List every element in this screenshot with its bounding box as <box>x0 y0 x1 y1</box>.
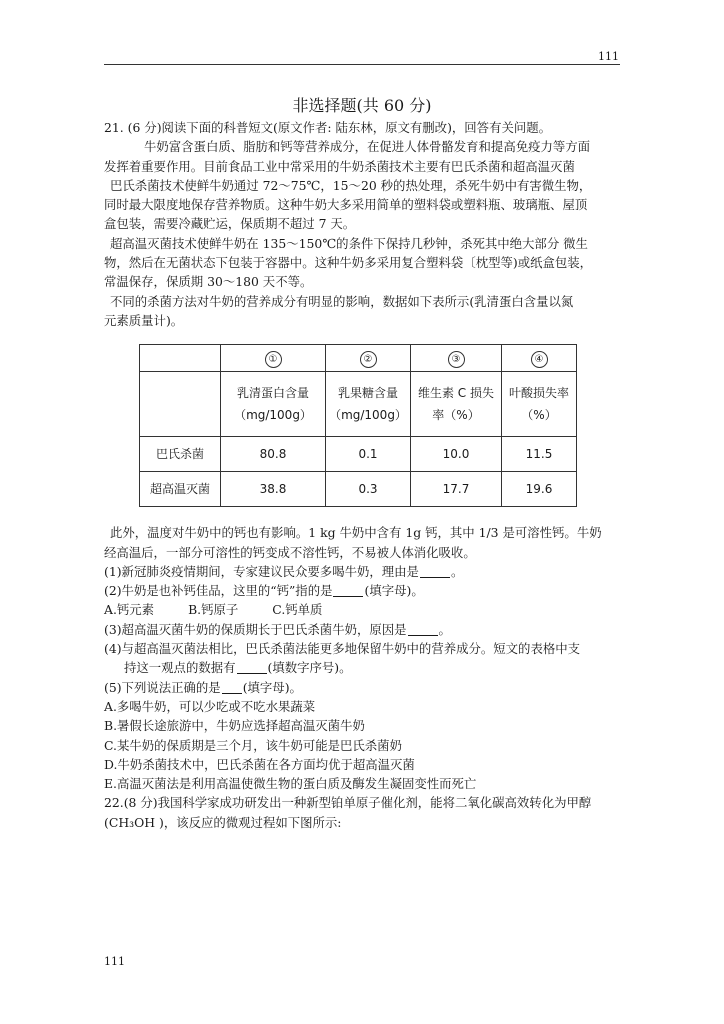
col-number-2: ② <box>360 351 377 368</box>
option-b: B.钙原子 <box>188 602 239 618</box>
row-label-uht: 超高温灭菌 <box>140 472 221 507</box>
table-cell: 80.8 <box>221 437 326 472</box>
q22-line: 22.(8 分)我国科学家成功研发出一种新型铂单原子催化剂，能将二氧化碳高效转化为甲醇 <box>104 795 592 811</box>
sub-question-4-cont: 持这一观点的数据有 (填数字序号)。 <box>124 660 352 676</box>
answer-blank[interactable] <box>333 584 363 597</box>
col-number-1: ① <box>265 351 282 368</box>
answer-blank[interactable] <box>408 623 438 636</box>
table-cell: 19.6 <box>502 472 577 507</box>
q21-intro: 21. (6 分)阅读下面的科普短文(原文作者: 陆东林，原文有删改)，回答有关问题。 <box>104 120 552 135</box>
table-row <box>140 437 577 472</box>
sub-question-5-option: B.暑假长途旅游中，牛奶应选择超高温灭菌牛奶 <box>104 718 365 734</box>
q21-para3-line: 超高温灭菌技术使鲜牛奶在 135～150℃的条件下保持几秒钟，杀死其中绝大部分 微生 <box>110 235 588 251</box>
option-a: A.钙元素 <box>104 602 155 618</box>
sub-question-1: (1)新冠肺炎疫情期间，专家建议民众要多喝牛奶，理由是 。 <box>104 563 464 579</box>
table-cell: 0.1 <box>326 437 411 472</box>
sub-question-5-option: E.高温灭菌法是利用高温使微生物的蛋白质及酶发生凝固变性而死亡 <box>104 776 477 792</box>
table-cell: 11.5 <box>502 437 577 472</box>
table-cell: 38.8 <box>221 472 326 507</box>
q21-para4-line: 不同的杀菌方法对牛奶的营养成分有明显的影响，数据如下表所示(乳清蛋白含量以氮 <box>110 293 574 309</box>
q21-para5-line: 此外，温度对牛奶中的钙也有影响。1 kg 牛奶中含有 1g 钙，其中 1/3 是可溶性钙。牛奶 <box>110 525 602 541</box>
sub-question-2-options <box>104 600 624 619</box>
sub-question-5-option: D.牛奶杀菌技术中，巴氏杀菌在各方面均优于超高温灭菌 <box>104 756 415 772</box>
nutrition-table <box>139 344 577 507</box>
header-vitamin-c-loss: 维生素 C 损失 率（%） <box>411 372 502 437</box>
header-folate-loss: 叶酸损失率 （%） <box>502 372 577 437</box>
table-corner-cell <box>140 345 221 372</box>
sub-question-5-option: C.某牛奶的保质期是三个月，该牛奶可能是巴氏杀菌奶 <box>104 737 402 753</box>
answer-blank[interactable] <box>237 661 267 674</box>
sub-question-3: (3)超高温灭菌牛奶的保质期长于巴氏杀菌牛奶，原因是 。 <box>104 621 451 637</box>
table-cell: 0.3 <box>326 472 411 507</box>
sub-question-5-option: A.多喝牛奶，可以少吃或不吃水果蔬菜 <box>104 698 316 714</box>
answer-blank[interactable] <box>222 681 242 694</box>
header-whey-protein: 乳清蛋白含量 （mg/100g） <box>221 372 326 437</box>
sub-question-5: (5)下列说法正确的是 (填字母)。 <box>104 679 302 695</box>
header-rule <box>104 64 620 65</box>
sub-question-4: (4)与超高温灭菌法相比，巴氏杀菌法能更多地保留牛奶中的营养成分。短文的表格中支 <box>104 641 581 657</box>
col-number-4: ④ <box>531 351 548 368</box>
answer-blank[interactable] <box>420 565 450 578</box>
sub-question-2: (2)牛奶是也补钙佳品，这里的“钙”指的是 (填字母)。 <box>104 583 424 599</box>
q21-para2-line: 同时最大限度地保存营养物质。这种牛奶大多采用简单的塑料袋或塑料瓶、玻璃瓶、屋顶 <box>104 197 588 213</box>
header-lactulose: 乳果糖含量 （mg/100g） <box>326 372 411 437</box>
question-content <box>104 118 624 832</box>
col-number-3: ③ <box>448 351 465 368</box>
table-cell: 17.7 <box>411 472 502 507</box>
q21-para1-line: 牛奶富含蛋白质、脂肪和钙等营养成分，在促进人体骨骼发育和提高免疫力等方面 <box>144 139 591 155</box>
page-header-number: 111 <box>598 50 619 63</box>
q21-para4-line: 元素质量计)。 <box>104 312 184 328</box>
table-row <box>140 472 577 507</box>
option-c: C.钙单质 <box>272 602 323 618</box>
q21-para5-line: 经高温后，一部分可溶性的钙变成不溶性钙，不易被人体消化吸收。 <box>104 544 476 560</box>
table-cell: 10.0 <box>411 437 502 472</box>
q21-para3-line: 物，然后在无菌状态下包装于容器中。这种牛奶多采用复合塑料袋〔枕型等)或纸盒包装， <box>104 255 593 271</box>
page-footer-number: 111 <box>104 955 125 968</box>
section-title: 非选择题(共 60 分) <box>292 96 432 115</box>
q21-para2-line: 盒包装，需要冷藏贮运，保质期不超过 7 天。 <box>104 216 356 232</box>
q21-para3-line: 常温保存，保质期 30～180 天不等。 <box>104 274 313 290</box>
q22-line: (CH₃OH )，该反应的微观过程如下图所示: <box>104 814 342 830</box>
q21-para2-line: 巴氏杀菌技术使鲜牛奶通过 72～75℃，15～20 秒的热处理，杀死牛奶中有害微生物， <box>110 177 592 193</box>
row-label-pasteurized: 巴氏杀菌 <box>140 437 221 472</box>
q21-para1-line: 发挥着重要作用。目前食品工业中常采用的牛奶杀菌技术主要有巴氏杀菌和超高温灭菌 <box>104 158 575 174</box>
